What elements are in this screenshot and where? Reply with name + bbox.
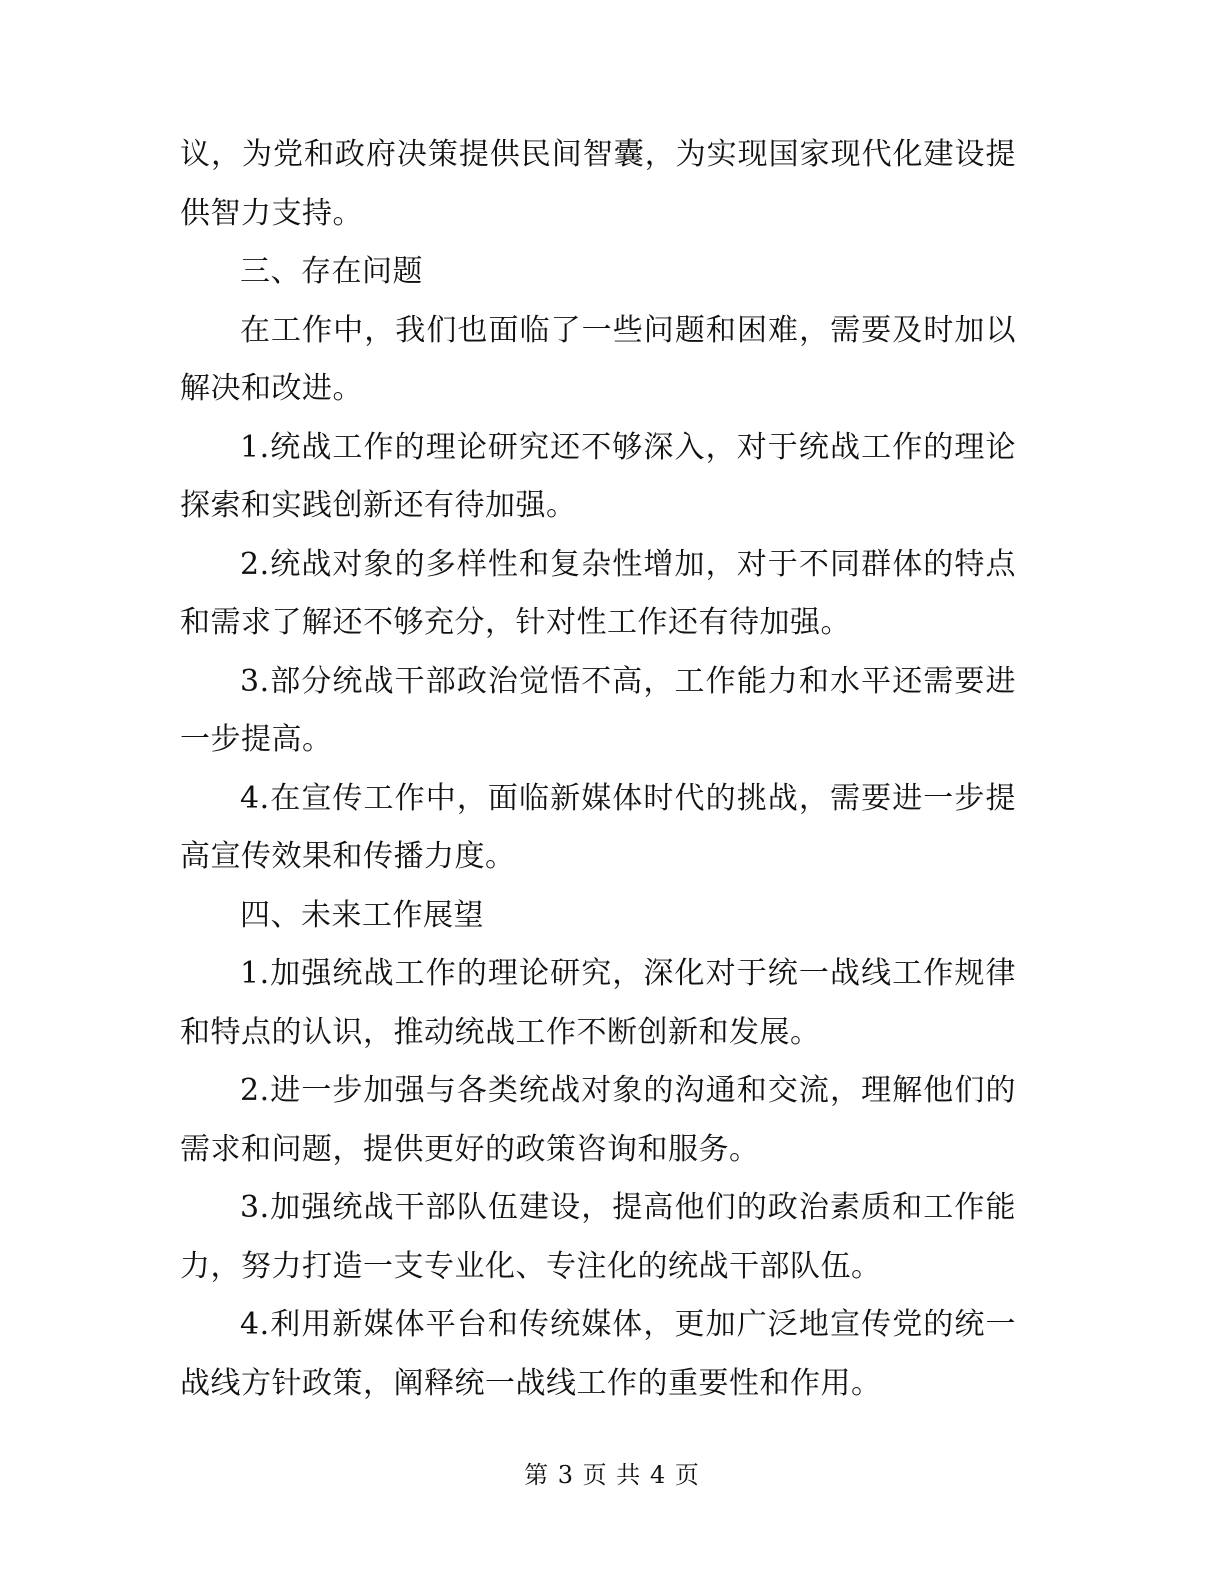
outlook-item-3: 3.加强统战干部队伍建设，提高他们的政治素质和工作能力，努力打造一支专业化、专注化的统战干部队伍。 [180, 1190, 1016, 1284]
outlook-item-2: 2.进一步加强与各类统战对象的沟通和交流，理解他们的需求和问题，提供更好的政策咨询和服务。 [180, 1073, 1016, 1167]
problem-item-2: 2.统战对象的多样性和复杂性增加，对于不同群体的特点和需求了解还不够充分，针对性工作还有待加强。 [180, 546, 1016, 640]
page-number-footer: 第 3 页 共 4 页 [524, 1461, 700, 1489]
problem-item-1: 1.统战工作的理论研究还不够深入，对于统战工作的理论探索和实践创新还有待加强。 [180, 429, 1016, 523]
paragraph-continuation: 议，为党和政府决策提供民间智囊，为实现国家现代化建设提供智力支持。 [180, 137, 1016, 231]
document-body [180, 126, 1016, 1413]
problem-item-3: 3.部分统战干部政治觉悟不高，工作能力和水平还需要进一步提高。 [180, 663, 1016, 757]
outlook-item-4: 4.利用新媒体平台和传统媒体，更加广泛地宣传党的统一战线方针政策，阐释统一战线工作的重要性和作用。 [180, 1307, 1016, 1401]
problem-item-4: 4.在宣传工作中，面临新媒体时代的挑战，需要进一步提高宣传效果和传播力度。 [180, 780, 1016, 874]
outlook-item-1: 1.加强统战工作的理论研究，深化对于统一战线工作规律和特点的认识，推动统战工作不断创新和发展。 [180, 956, 1016, 1050]
paragraph-problems-intro: 在工作中，我们也面临了一些问题和困难，需要及时加以解决和改进。 [180, 312, 1016, 406]
section-heading-problems: 三、存在问题 [240, 254, 423, 289]
section-heading-outlook: 四、未来工作展望 [240, 897, 484, 933]
